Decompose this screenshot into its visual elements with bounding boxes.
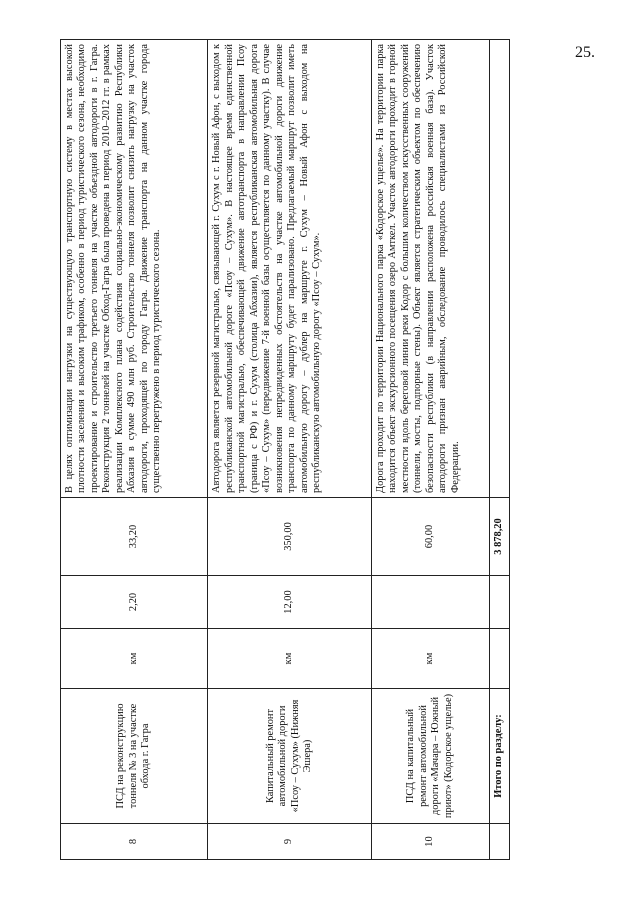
cost-cell: 33,20 <box>61 498 208 576</box>
page-number: 25. <box>575 44 595 61</box>
row-number: 10 <box>371 824 489 860</box>
object-name: Капитальный ремонт автомобильной дороги «Псоу – Сухум» (Нижняя Эшера) <box>208 689 371 824</box>
length-cell: 2,20 <box>61 576 208 629</box>
projects-table <box>60 39 510 860</box>
total-empty-cell <box>489 576 509 629</box>
unit-cell: км <box>61 629 208 689</box>
row-number: 9 <box>208 824 371 860</box>
cost-cell: 350,00 <box>208 498 371 576</box>
length-cell <box>371 576 489 629</box>
rotated-table-wrapper <box>60 40 510 860</box>
total-empty-cell <box>489 629 509 689</box>
total-label: Итого по разделу: <box>489 689 509 824</box>
total-empty-cell <box>489 824 509 860</box>
object-name: ПСД на реконструкцию тоннеля № 3 на участке обхода г. Гагра <box>61 689 208 824</box>
unit-cell: км <box>208 629 371 689</box>
total-row <box>489 40 509 860</box>
total-empty-cell <box>489 40 509 498</box>
object-name: ПСД на капитальный ремонт автомобильной дороги «Мачара – Южный приют» (Кодорское ущелье) <box>371 689 489 824</box>
cost-cell: 60,00 <box>371 498 489 576</box>
description-cell: Дорога проходит по территории Национального парка «Кодорское ущелье». На территории парка находится объект экскурсионного посещения озеро Амткел. Участок автодороги проходит в горной местности вдоль береговой линии реки Кодор с большим количеством искусственных сооружений (тоннели, мосты, подпорные стены). Объект является стратегическим объектом по обеспечению безопасности республики (в направлении расположена российская военная база). Участок автодороги признан аварийным, обследование проводилось специалистами из Российской Федерации. <box>371 40 489 498</box>
description-cell: Автодорога является резервной магистралью, связывающей г. Сухум с г. Новый Афон, с выходом к республиканской автомобильной дороге «Псоу – Сухум». В настоящее время единственной транспортной магистралью, обеспечивающей движение автотранспорта в направлении Псоу (граница с РФ) и г. Сухум (столица Абхазии), является республиканская автомобильная дорога «Псоу – Сухум» (передвижение 7-й военной базы осуществляется по данному участку). В случае возникновения непредвиденных обстоятельств на участке автомобильной дороги движение транспорта по данному маршруту будет парализовано. Предлагаемый маршрут позволит иметь автомобильную дорогу – дублер на маршруте г. Сухум – Новый Афон с выходом на республиканскую автомобильную дорогу «Псоу – Сухум». <box>208 40 371 498</box>
table-row <box>61 40 208 860</box>
row-number: 8 <box>61 824 208 860</box>
table-row <box>371 40 489 860</box>
table-row <box>208 40 371 860</box>
total-value: 3 878,20 <box>489 498 509 576</box>
description-cell: В целях оптимизации нагрузки на существующую транспортную систему в местах высокой плотности заселения и высоким трафиком, особенно в период туристического сезона, необходимо проектирование и строительство третьего тоннеля на участке объездной автодороги в г. Гагра. Реконструкция 2 тоннелей на участке Обход-Гагра была проведена в период 2010–2012 гг. в рамках реализации Комплексного плана содействия социально-экономическому развитию Республики Абхазия в сумме 490 млн руб. Строительство тоннеля позволит снизить нагрузку на участок автодороги, проходящей по городу Гагра. Движение транспорта на данном участке города существенно перегружено в период туристического сезона. <box>61 40 208 498</box>
unit-cell: км <box>371 629 489 689</box>
length-cell: 12,00 <box>208 576 371 629</box>
